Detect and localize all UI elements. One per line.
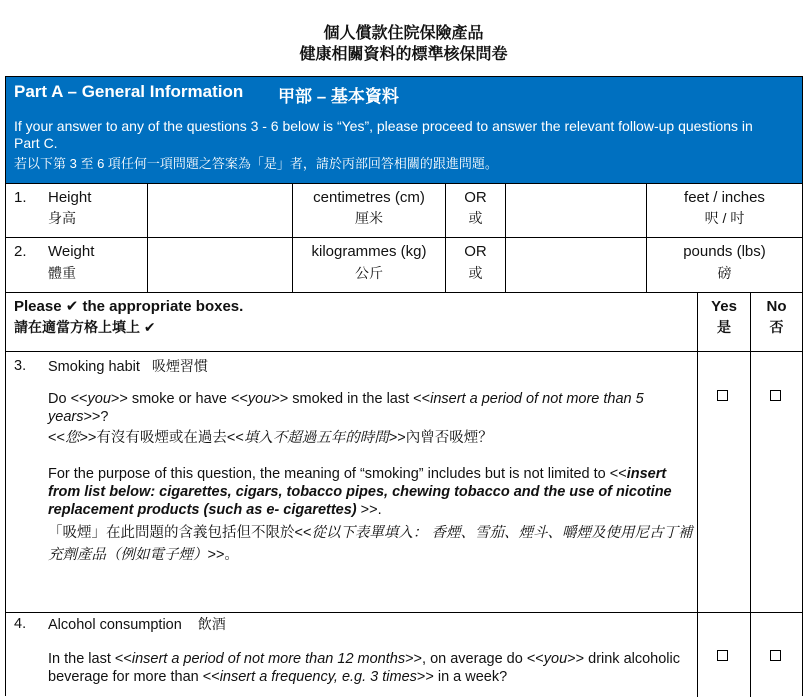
height-unit-cm-zh: 厘米: [355, 210, 383, 226]
height-unit-ft-zh: 呎 / 吋: [704, 210, 745, 226]
weight-unit-kg-zh: 公斤: [355, 265, 383, 281]
q3-text: Do <<: [48, 391, 88, 407]
divider: [6, 612, 802, 613]
part-a-instructions: If your answer to any of the questions 3 - 6 below is “Yes”, please proceed to answer the relevant follow-up questions in Part C.: [14, 118, 753, 151]
height-ft-field[interactable]: [506, 185, 646, 236]
height-unit-cm: centimetres (cm): [313, 189, 425, 206]
q4-text: >>, on average do <<: [405, 651, 544, 667]
q3-text-zh: <<: [48, 430, 65, 446]
q3-text-zh: 填入不超過五年的時間: [243, 430, 389, 446]
q3-def-text: insert from list below: cigarettes, cigars, tobacco pipes, chewing tobacco and the use of nicotine replacement products (such as e- cigarettes): [48, 466, 672, 518]
questionnaire-table: [5, 76, 803, 696]
weight-unit-lbs-zh: 磅: [717, 265, 732, 281]
q3-def-text-zh: 「吸煙」在此問題的含義包括但不限於<<: [48, 525, 312, 541]
q3-question-zh: [48, 429, 693, 447]
q3-definition: [48, 465, 693, 519]
part-a-title-zh: 甲部 – 基本資料: [278, 87, 399, 106]
q4-yes-checkbox[interactable]: [717, 650, 728, 661]
divider: [697, 292, 698, 697]
divider: [750, 292, 751, 697]
question-number: 4.: [14, 616, 27, 632]
row-number: 1.: [14, 189, 27, 206]
height-cm-field[interactable]: [148, 185, 291, 236]
divider: [6, 351, 802, 352]
part-a-banner: [6, 77, 802, 183]
divider: [6, 292, 802, 293]
q3-text-zh: >>內曾否吸煙？: [388, 430, 493, 446]
divider: [6, 183, 802, 184]
q3-text-zh: >>有沒有吸煙或在過去<<: [79, 430, 244, 446]
q3-text: >>?: [83, 409, 109, 425]
q3-def-text-zh: >>。: [207, 547, 239, 563]
or-label-zh: 或: [468, 265, 483, 281]
yes-header: Yes: [711, 298, 737, 315]
q3-def-text: For the purpose of this question, the meaning of “smoking” includes but is not limited to <<: [48, 466, 627, 482]
q3-text: you: [247, 391, 272, 407]
q3-title-en: Smoking habit: [48, 359, 140, 375]
q3-text: >> smoke or have <<: [110, 391, 248, 407]
q3-text: >> smoked in the last <<: [271, 391, 431, 407]
q4-text: In the last <<: [48, 651, 132, 667]
divider: [6, 237, 802, 238]
q3-text: insert a period of not more than 5 years: [48, 391, 644, 425]
tick-instructions: Please ✔ the appropriate boxes.: [14, 298, 244, 315]
height-unit-ft: feet / inches: [684, 189, 765, 206]
weight-label: Weight: [48, 243, 95, 260]
weight-label-zh: 體重: [48, 265, 76, 281]
q4-text: insert a period of not more than 12 months: [131, 651, 406, 667]
weight-unit-lbs: pounds (lbs): [683, 243, 766, 260]
no-header: No: [766, 298, 787, 315]
q3-definition-zh: [48, 522, 693, 566]
weight-kg-field[interactable]: [148, 239, 291, 291]
or-label: OR: [464, 189, 487, 206]
yes-header-zh: 是: [717, 319, 731, 335]
form-subtitle: 健康相關資料的標準核保問卷: [299, 46, 508, 63]
q4-text: insert a frequency, e.g. 3 times: [219, 669, 417, 685]
question-number: 3.: [14, 358, 27, 374]
q3-def-text-zh: 從以下表單填入： 香煙、雪茄、煙斗、嚼煙及使用尼古丁補充劑產品（例如電子煙）: [48, 525, 693, 563]
q4-title-en: Alcohol consumption: [48, 617, 182, 633]
q4-text: >>: [567, 651, 585, 667]
or-label-zh: 或: [468, 210, 483, 226]
q3-no-checkbox[interactable]: [770, 390, 781, 401]
part-a-instructions-zh: 若以下第 3 至 6 項任何一項問題之答案為「是」者，請於丙部回答相關的跟進問題。: [14, 156, 498, 171]
q3-yes-checkbox[interactable]: [717, 390, 728, 401]
q3-question: [48, 390, 693, 426]
q3-text-zh: 您: [64, 430, 80, 446]
part-a-title: Part A – General Information: [14, 82, 244, 101]
no-header-zh: 否: [769, 319, 784, 335]
weight-lbs-field[interactable]: [506, 239, 646, 291]
form-title: 個人償款住院保險產品: [323, 25, 484, 42]
q4-text: >> in a week?: [416, 669, 508, 685]
weight-unit-kg: kilogrammes (kg): [311, 243, 427, 260]
q3-title-zh: 吸煙習慣: [151, 358, 208, 374]
q3-def-text: >>.: [356, 502, 382, 518]
tick-instructions-zh: 請在適當方格上填上 ✔: [14, 319, 156, 335]
or-label: OR: [464, 243, 487, 260]
q4-no-checkbox[interactable]: [770, 650, 781, 661]
q4-title-zh: 飲酒: [197, 616, 226, 632]
height-label: Height: [48, 189, 92, 206]
q3-title: [48, 357, 208, 376]
row-number: 2.: [14, 243, 27, 260]
q4-title: [48, 615, 226, 634]
q3-text: you: [87, 391, 111, 407]
q4-text: drink alcoholic beverage for more than <<: [48, 651, 681, 685]
q4-text: you: [543, 651, 568, 667]
height-label-zh: 身高: [48, 210, 76, 226]
q4-question: [48, 650, 693, 686]
